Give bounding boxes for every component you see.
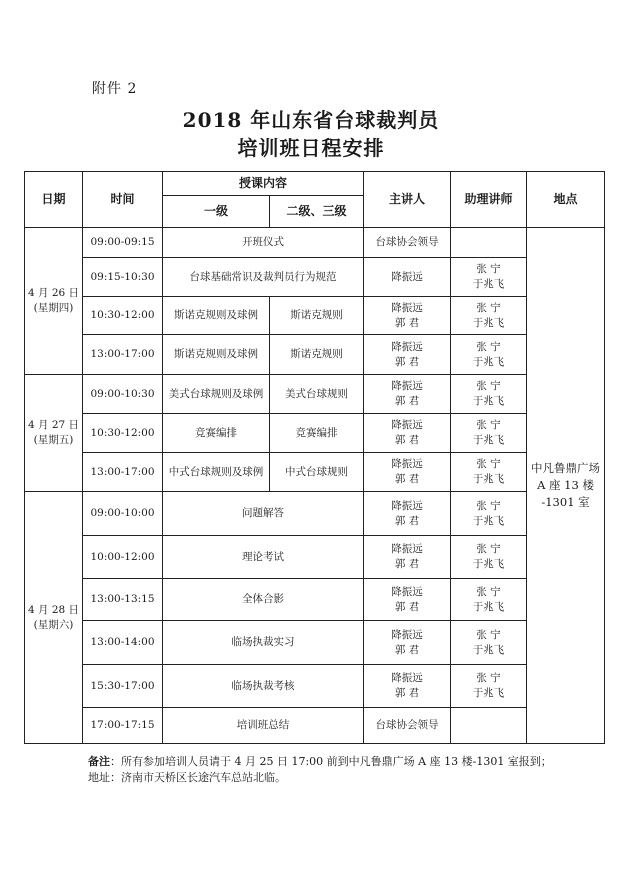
day-date: 4 月 26 日 (27, 287, 80, 299)
assistant-cell: 张 宁 于兆飞 (451, 536, 527, 579)
lecturer-cell: 降振远 郭 君 (364, 453, 451, 492)
table-row (25, 708, 605, 744)
table-row (25, 297, 605, 335)
lecturer-cell: 台球协会领导 (364, 228, 451, 258)
header-lecturer: 主讲人 (364, 172, 451, 228)
lecturer-cell: 降振远 郭 君 (364, 536, 451, 579)
location-cell: 中凡鲁鼎广场 A 座 13 楼 -1301 室 (527, 228, 605, 744)
time-cell: 13:00-17:00 (83, 335, 163, 375)
day-weekday: (星期五) (33, 434, 74, 446)
content-cell: 理论考试 (163, 536, 364, 579)
lecturer-cell: 台球协会领导 (364, 708, 451, 744)
table-row (25, 414, 605, 453)
header-time: 时间 (83, 172, 163, 228)
header-level23: 二级、三级 (270, 196, 364, 228)
assistant-cell: 张 宁 于兆飞 (451, 375, 527, 414)
assistant-cell: 张 宁 于兆飞 (451, 665, 527, 708)
header-content: 授课内容 (163, 172, 364, 196)
content-level23-cell: 美式台球规则 (270, 375, 364, 414)
time-cell: 09:00-10:00 (83, 492, 163, 536)
assistant-cell: 张 宁 于兆飞 (451, 453, 527, 492)
time-cell: 13:00-13:15 (83, 579, 163, 621)
content-level1-cell: 美式台球规则及球例 (163, 375, 270, 414)
header-location: 地点 (527, 172, 605, 228)
time-cell: 13:00-17:00 (83, 453, 163, 492)
day-date: 4 月 28 日 (27, 603, 80, 616)
content-level23-cell: 中式台球规则 (270, 453, 364, 492)
footnote-label: 备注 (88, 755, 110, 768)
table-row (25, 228, 605, 258)
time-cell: 09:00-10:30 (83, 375, 163, 414)
content-level23-cell: 竞赛编排 (270, 414, 364, 453)
table-row (25, 579, 605, 621)
table-row (25, 621, 605, 665)
content-cell: 台球基础常识及裁判员行为规范 (163, 258, 364, 297)
content-level1-cell: 斯诺克规则及球例 (163, 297, 270, 335)
content-cell: 培训班总结 (163, 708, 364, 744)
assistant-cell: 张 宁 于兆飞 (451, 258, 527, 297)
day-weekday: (星期六) (33, 618, 74, 631)
table-row (25, 536, 605, 579)
content-level1-cell: 中式台球规则及球例 (163, 453, 270, 492)
lecturer-cell: 降振远 郭 君 (364, 579, 451, 621)
content-level1-cell: 斯诺克规则及球例 (163, 335, 270, 375)
footnote (88, 754, 558, 786)
lecturer-cell: 降振远 郭 君 (364, 492, 451, 536)
table-row (25, 375, 605, 414)
schedule-table (24, 171, 605, 744)
time-cell: 15:30-17:00 (83, 665, 163, 708)
assistant-cell: 张 宁 于兆飞 (451, 335, 527, 375)
lecturer-cell: 降振远 郭 君 (364, 297, 451, 335)
content-cell: 临场执裁考核 (163, 665, 364, 708)
content-cell: 临场执裁实习 (163, 621, 364, 665)
header-date: 日期 (25, 172, 83, 228)
day-cell (25, 492, 83, 744)
time-cell: 09:00-09:15 (83, 228, 163, 258)
content-cell: 问题解答 (163, 492, 364, 536)
assistant-cell: 张 宁 于兆飞 (451, 621, 527, 665)
day-weekday: (星期四) (33, 302, 74, 314)
time-cell: 10:00-12:00 (83, 536, 163, 579)
assistant-cell (451, 228, 527, 258)
lecturer-cell: 降振远 郭 君 (364, 375, 451, 414)
day-date: 4 月 27 日 (27, 419, 80, 431)
table-row (25, 258, 605, 297)
table-row (25, 335, 605, 375)
header-level1: 一级 (163, 196, 270, 228)
time-cell: 10:30-12:00 (83, 297, 163, 335)
content-level23-cell: 斯诺克规则 (270, 297, 364, 335)
attachment-label: 附件 2 (92, 81, 138, 97)
table-row (25, 665, 605, 708)
assistant-cell: 张 宁 于兆飞 (451, 297, 527, 335)
lecturer-cell: 降振远 (364, 258, 451, 297)
time-cell: 09:15-10:30 (83, 258, 163, 297)
document-title-line1: 2018 年山东省台球裁判员 (182, 108, 440, 132)
lecturer-cell: 降振远 郭 君 (364, 335, 451, 375)
assistant-cell (451, 708, 527, 744)
assistant-cell: 张 宁 于兆飞 (451, 492, 527, 536)
assistant-cell: 张 宁 于兆飞 (451, 414, 527, 453)
lecturer-cell: 降振远 郭 君 (364, 621, 451, 665)
time-cell: 13:00-14:00 (83, 621, 163, 665)
content-cell: 开班仪式 (163, 228, 364, 258)
header-assistant: 助理讲师 (451, 172, 527, 228)
day-cell (25, 228, 83, 375)
time-cell: 10:30-12:00 (83, 414, 163, 453)
footnote-text: ：所有参加培训人员请于 4 月 25 日 17:00 前到中凡鲁鼎广场 A 座 13 楼-1301 室报到；地址：济南市天桥区长途汽车总站北临。 (88, 755, 552, 784)
content-level23-cell: 斯诺克规则 (270, 335, 364, 375)
content-level1-cell: 竞赛编排 (163, 414, 270, 453)
table-row (25, 492, 605, 536)
lecturer-cell: 降振远 郭 君 (364, 414, 451, 453)
assistant-cell: 张 宁 于兆飞 (451, 579, 527, 621)
day-cell (25, 375, 83, 492)
content-cell: 全体合影 (163, 579, 364, 621)
lecturer-cell: 降振远 郭 君 (364, 665, 451, 708)
document-title-line2: 培训班日程安排 (237, 136, 385, 160)
time-cell: 17:00-17:15 (83, 708, 163, 744)
table-row (25, 453, 605, 492)
